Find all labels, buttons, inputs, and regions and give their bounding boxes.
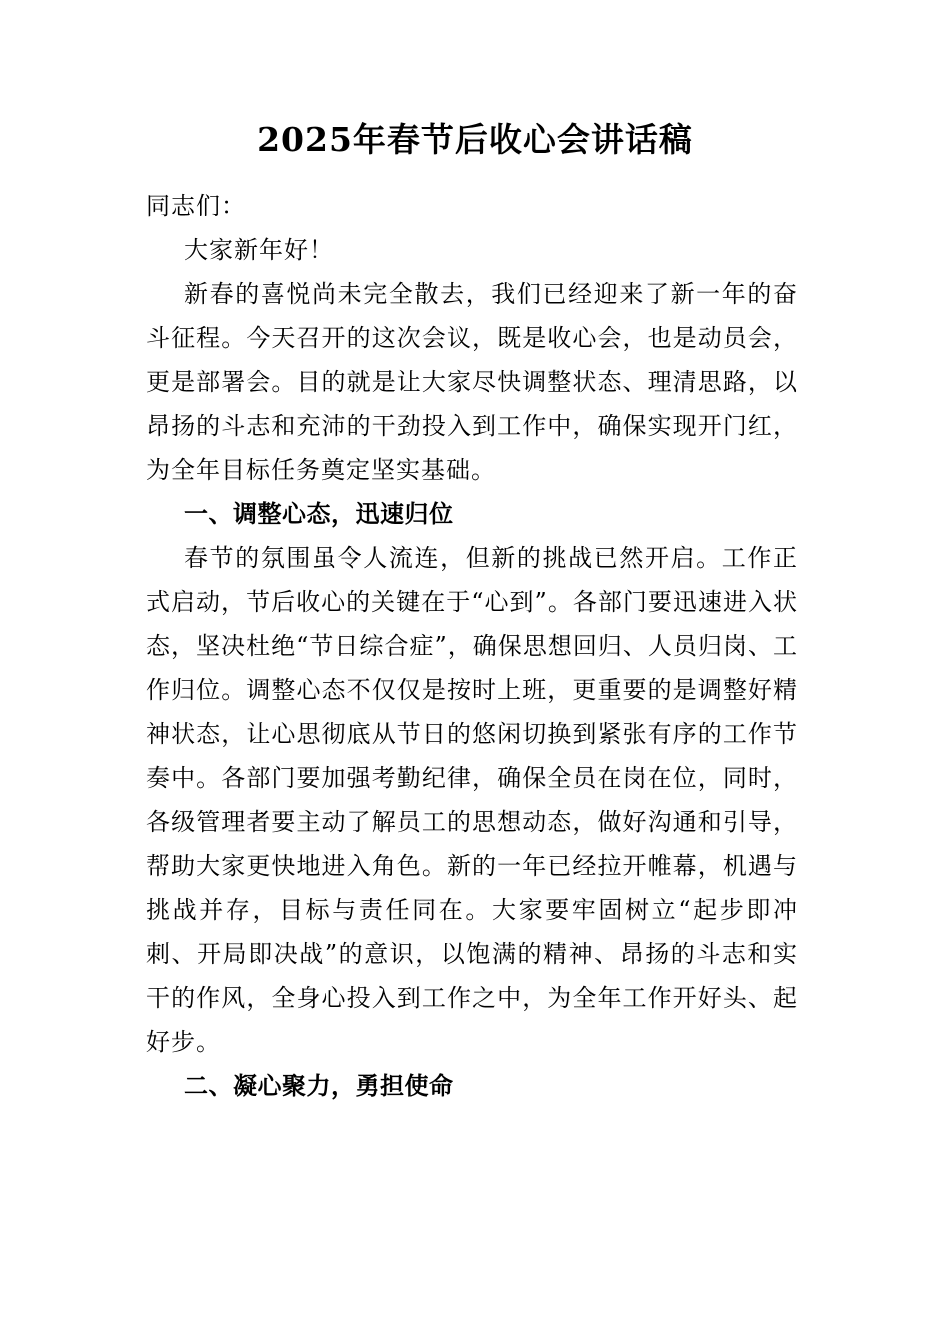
document-title: 2025年春节后收心会讲话稿 [257,120,693,159]
section-heading-1: 一、调整心态，迅速归位 [184,500,454,528]
section-heading-2: 二、凝心聚力，勇担使命 [184,1072,454,1100]
greeting: 同志们： [146,192,246,220]
document-body [146,184,798,1108]
paragraph-section-1: 春节的氛围虽令人流连，但新的挑战已然开启。工作正式启动，节后收心的关键在于“心到”。各部门要迅速进入状态，坚决杜绝“节日综合症”，确保思想回归、人员归岗、工作归位。调整心态不仅仅是按时上班，更重要的是调整好精神状态，让心思彻底从节日的悠闲切换到紧张有序的工作节奏中。各部门要加强考勤纪律，确保全员在岗在位，同时，各级管理者要主动了解员工的思想动态，做好沟通和引导，帮助大家更快地进入角色。新的一年已经拉开帷幕，机遇与挑战并存，目标与责任同在。大家要牢固树立“起步即冲刺、开局即决战”的意识，以饱满的精神、昂扬的斗志和实干的作风，全身心投入到工作之中，为全年工作开好头、起好步。 [146,544,798,1056]
paragraph-new-year-wishes: 大家新年好！ [184,236,334,264]
paragraph-intro: 新春的喜悦尚未完全散去，我们已经迎来了新一年的奋斗征程。今天召开的这次会议，既是收心会，也是动员会，更是部署会。目的就是让大家尽快调整状态、理清思路，以昂扬的斗志和充沛的干劲投入到工作中，确保实现开门红，为全年目标任务奠定坚实基础。 [146,280,798,484]
